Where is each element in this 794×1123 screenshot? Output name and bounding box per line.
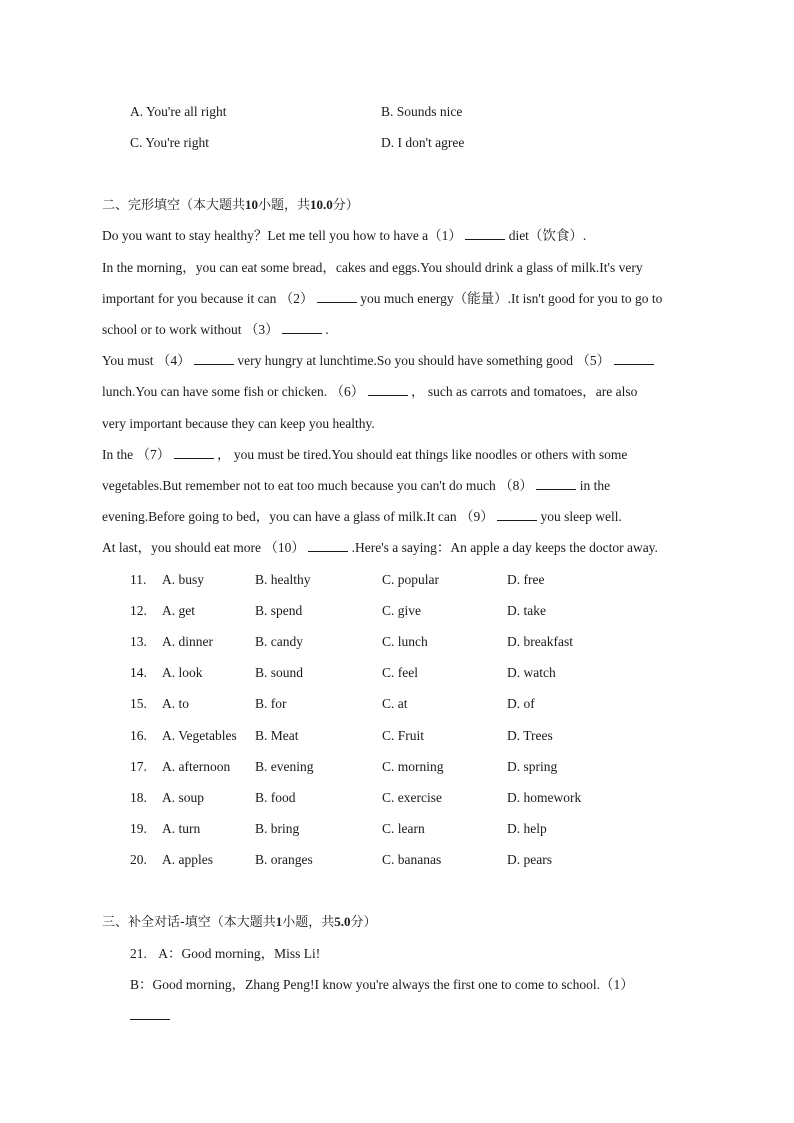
choice-a: A. dinner	[162, 634, 213, 650]
passage-line-9	[102, 477, 610, 495]
option-a: A. You're all right	[130, 104, 227, 119]
question-row	[130, 571, 690, 589]
section-2-title	[102, 196, 359, 215]
passage-text: in the	[579, 478, 611, 493]
choice-d: D. spring	[507, 758, 558, 774]
question-row	[130, 633, 690, 651]
passage-text: In the （7）	[102, 447, 171, 462]
question-number: 20.	[130, 851, 147, 867]
choice-c: C. learn	[382, 820, 425, 836]
section-2-title-post: 分）	[332, 198, 359, 213]
question-row	[130, 695, 690, 713]
dialogue-blank-1	[130, 1007, 170, 1020]
passage-text: you sleep well.	[540, 509, 622, 524]
choice-b: B. for	[255, 696, 287, 712]
choice-c: C. bananas	[382, 851, 442, 867]
question-number: 12.	[130, 603, 147, 619]
passage-text: You must （4）	[102, 353, 191, 368]
passage-line-10	[102, 508, 622, 526]
choice-c: C. popular	[382, 572, 439, 587]
choice-b: B. oranges	[255, 851, 313, 867]
blank-6	[368, 383, 408, 396]
choice-a: A. busy	[162, 572, 205, 587]
question-row	[130, 758, 690, 776]
choice-d: D. breakfast	[507, 634, 573, 650]
passage-line-8	[102, 446, 627, 464]
section-2-count: 10	[245, 197, 259, 212]
section-3-title	[102, 913, 376, 932]
choice-a: A. apples	[162, 851, 213, 867]
choice-d: D. homework	[507, 789, 582, 805]
blank-3	[282, 321, 322, 334]
choice-d: D. watch	[507, 665, 556, 681]
passage-text: you much energy（能量）.It isn't good for you to go to	[360, 291, 663, 306]
question-number: 16.	[130, 727, 147, 743]
blank-2	[317, 290, 357, 303]
blank-5	[614, 352, 654, 365]
choice-d: D. pears	[507, 851, 552, 867]
question-row	[130, 789, 690, 807]
section-2-title-mid: 小题，共	[258, 198, 311, 213]
prev-options-row-1	[130, 103, 690, 121]
choice-d: D. of	[507, 696, 535, 712]
dialogue-line-b	[130, 976, 634, 994]
question-number: 11.	[130, 572, 147, 587]
blank-7	[174, 446, 214, 459]
blank-8	[536, 477, 576, 490]
passage-text: vegetables.But remember not to eat too much because you can't do much （8）	[102, 478, 533, 493]
blank-4	[194, 352, 234, 365]
prev-options-row-2	[130, 134, 690, 152]
passage-line-6	[102, 383, 637, 401]
option-b: B. Sounds nice	[381, 104, 463, 119]
choice-b: B. sound	[255, 665, 304, 681]
question-row	[130, 602, 690, 620]
passage-line-11	[102, 539, 658, 557]
passage-line-2	[102, 259, 643, 277]
question-number: 18.	[130, 789, 147, 805]
blank-1	[465, 227, 505, 240]
dialogue-blank-line	[130, 1007, 170, 1025]
choice-b: B. food	[255, 789, 296, 805]
question-number: 14.	[130, 665, 147, 681]
section-3-count: 1	[275, 914, 283, 929]
option-c: C. You're right	[130, 135, 209, 150]
passage-text: very hungry at lunchtime.So you should have something good （5）	[237, 353, 611, 368]
passage-line-5	[102, 352, 654, 370]
choice-b: B. Meat	[255, 727, 299, 743]
choice-c: C. Fruit	[382, 727, 425, 743]
question-number: 15.	[130, 696, 147, 712]
choice-d: D. take	[507, 603, 546, 619]
passage-text: school or to work without （3）	[102, 322, 279, 337]
blank-10	[308, 539, 348, 552]
choice-c: C. exercise	[382, 789, 442, 805]
section-3-title-mid: 小题，共	[282, 915, 335, 930]
passage-line-4	[102, 321, 329, 339]
choice-b: B. spend	[255, 603, 303, 619]
choice-d: D. free	[507, 572, 545, 587]
passage-text: Do you want to stay healthy？Let me tell you how to have a（1）	[102, 228, 462, 243]
choice-a: A. Vegetables	[162, 727, 237, 743]
choice-c: C. lunch	[382, 634, 428, 650]
choice-a: A. look	[162, 665, 203, 681]
choice-b: B. bring	[255, 820, 300, 836]
section-3-score: 5.0	[334, 914, 351, 929]
question-row	[130, 664, 690, 682]
question-number: 13.	[130, 634, 147, 650]
dialogue-b-text: B：Good morning，Zhang Peng!I know you're always the first one to come to school.（1）	[130, 977, 634, 992]
passage-text: .Here's a saying：An apple a day keeps the doctor away.	[351, 540, 658, 555]
question-row	[130, 851, 690, 869]
choice-c: C. feel	[382, 665, 418, 681]
question-number: 21.	[130, 946, 147, 961]
choice-a: A. get	[162, 603, 195, 619]
section-3-title-pre: 三、补全对话-填空（本大题共	[102, 915, 276, 930]
choice-b: B. healthy	[255, 572, 311, 587]
passage-text: evening.Before going to bed，you can have a glass of milk.It can （9）	[102, 509, 494, 524]
passage-text: ， such as carrots and tomatoes，are also	[410, 384, 638, 399]
blank-9	[497, 508, 537, 521]
passage-text: .	[325, 322, 329, 337]
dialogue-line-a	[130, 945, 320, 963]
choice-c: C. morning	[382, 758, 444, 774]
passage-text: At last，you should eat more （10）	[102, 540, 305, 555]
passage-line-3	[102, 290, 662, 308]
choice-b: B. evening	[255, 758, 314, 774]
choice-a: A. to	[162, 696, 189, 712]
question-number: 17.	[130, 758, 147, 774]
choice-b: B. candy	[255, 634, 303, 650]
passage-text: important for you because it can （2）	[102, 291, 314, 306]
section-2-score: 10.0	[310, 197, 333, 212]
choice-d: D. Trees	[507, 727, 553, 743]
question-row	[130, 727, 690, 745]
passage-text: diet（饮食）.	[508, 228, 587, 243]
question-number: 19.	[130, 820, 147, 836]
section-2-title-pre: 二、完形填空（本大题共	[102, 198, 246, 213]
passage-text: lunch.You can have some fish or chicken. （6）	[102, 384, 365, 399]
choice-a: A. turn	[162, 820, 201, 836]
section-3-title-post: 分）	[350, 915, 377, 930]
passage-text: ， you must be tired.You should eat things like noodles or others with some	[217, 447, 628, 462]
option-d: D. I don't agree	[381, 135, 465, 150]
choice-a: A. afternoon	[162, 758, 231, 774]
choice-c: C. give	[382, 603, 421, 619]
choice-a: A. soup	[162, 789, 205, 805]
choice-d: D. help	[507, 820, 547, 836]
passage-text: very important because they can keep you healthy.	[102, 416, 375, 431]
passage-text: In the morning，you can eat some bread，cakes and eggs.You should drink a glass of milk.It's very	[102, 260, 643, 275]
passage-line-7	[102, 415, 375, 433]
choice-c: C. at	[382, 696, 408, 712]
dialogue-a-text: A：Good morning，Miss Li!	[158, 946, 321, 961]
passage-line-1	[102, 227, 586, 245]
question-row	[130, 820, 690, 838]
